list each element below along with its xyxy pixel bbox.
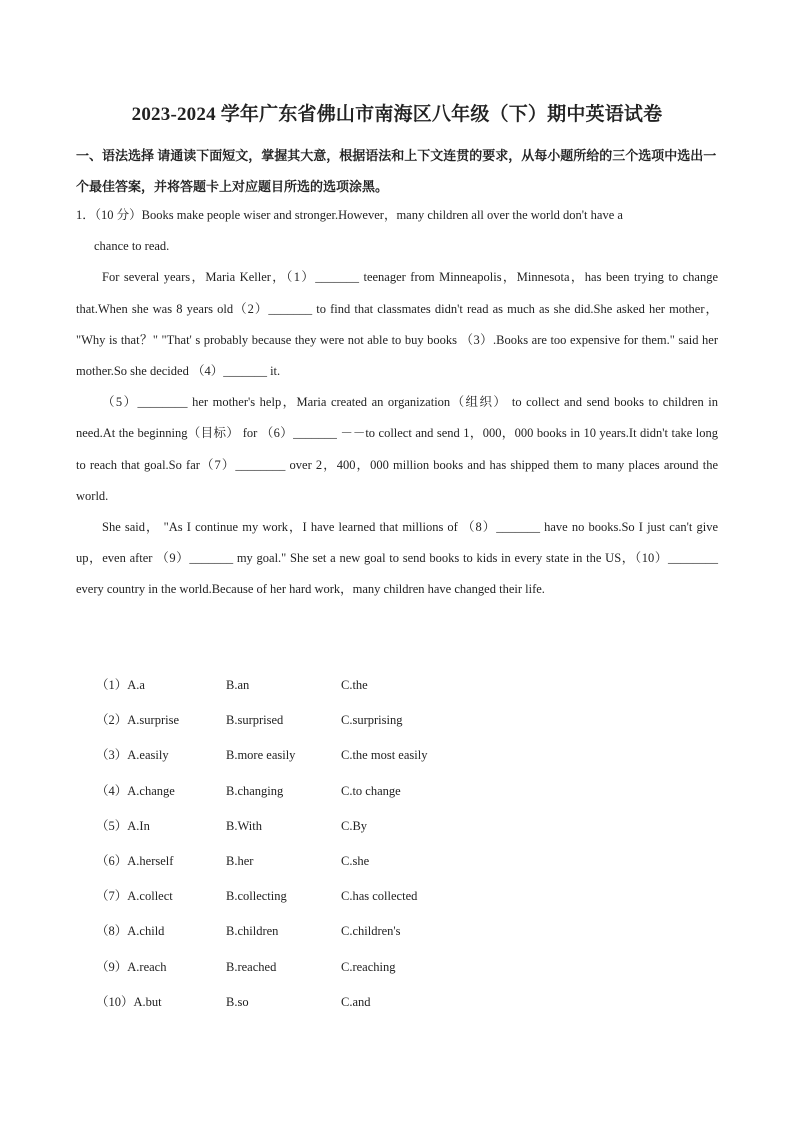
question-intro-line2: chance to read. [94,239,170,254]
option-c[interactable]: C.By [341,818,368,833]
passage-paragraph-2: （5）________ her mother's help，Maria created an organization（组织） to collect and send books to children in need.At the beginning（目标） for （6）_______ －－to collect and send 1，000，000 books in 10 years.It didn't take long to reach that goal.So far（7）________ over 2，400，000 million books and has shipped them to many places around the world. [76,395,718,503]
option-a[interactable] [96,846,226,876]
reading-passage [76,200,718,606]
option-a-text: A.but [133,994,162,1009]
option-b[interactable]: B.reached [226,959,277,974]
question-intro-line1: Books make people wiser and stronger.However，many children all over the world don't have a [141,208,623,222]
option-row [96,740,501,775]
option-c[interactable]: C.has collected [341,889,418,904]
option-number: （1） [96,678,128,692]
option-b[interactable]: B.her [226,853,254,868]
passage-paragraph-3: She said， "As I continue my work，I have learned that millions of （8）_______ have no books.So I just can't give up，even after （9）_______ my goal." She set a new goal to send books to kids in every state in the US，（10）________ every country in the world.Because of her hard work，many children have changed their life. [76,520,718,597]
option-row [96,811,501,846]
answer-options [96,670,501,1022]
option-a[interactable] [96,776,226,806]
option-b[interactable]: B.surprised [226,713,284,728]
option-a[interactable] [96,811,226,841]
passage-paragraph-1: For several years，Maria Keller，（1）_______ teenager from Minneapolis，Minnesota，has been trying to change that.When she was 8 years old（2）_______ to find that classmates didn't read as much as she did.She asked her mother， "Why is that？" "That' s probably because they were not able to buy books （3）.Books are too expensive for them." said her mother.So she decided （4）_______ it. [76,270,718,379]
option-b[interactable]: B.more easily [226,748,296,763]
option-number: （2） [96,713,128,728]
exam-title: 2023-2024 学年广东省佛山市南海区八年级（下）期中英语试卷 [131,104,663,125]
option-row [96,705,501,740]
option-b[interactable]: B.With [226,818,262,833]
option-a-text: A.change [127,783,175,798]
option-a-text: A.collect [127,889,173,904]
option-number: （10） [96,994,134,1009]
option-a-text: A.In [127,818,150,833]
option-a[interactable] [96,881,226,911]
option-row [96,881,501,916]
option-a-text: A.surprise [127,713,179,728]
option-row [96,670,501,705]
option-row [96,987,501,1022]
option-number: （8） [96,924,128,939]
option-b[interactable]: B.collecting [226,889,287,904]
option-b[interactable]: B.so [226,994,249,1009]
section-instructions: 一、语法选择 请通读下面短文，掌握其大意，根据语法和上下文连贯的要求，从每小题所给的三个选项中选出一个最佳答案，并将答题卡上对应题目所选的选项涂黑。 [76,148,717,194]
option-row [96,916,501,951]
option-row [96,776,501,811]
option-c[interactable]: C.children's [341,924,401,939]
option-number: （6） [96,853,128,868]
option-a-text: A.child [127,924,165,939]
option-b[interactable]: B.an [226,678,250,692]
option-row [96,846,501,881]
option-a[interactable] [96,740,226,770]
option-a-text: A.reach [127,959,167,974]
option-number: （9） [96,959,128,974]
option-b[interactable]: B.changing [226,783,284,798]
option-number: （5） [96,818,128,833]
option-c[interactable]: C.and [341,994,371,1009]
option-a-text: A.herself [127,853,174,868]
option-a[interactable] [96,916,226,946]
question-intro [76,200,718,262]
option-row [96,952,501,987]
option-number: （7） [96,889,128,904]
option-b[interactable]: B.children [226,924,279,939]
option-a[interactable] [96,987,226,1017]
option-a-text: A.a [127,678,145,692]
option-c[interactable]: C.to change [341,783,401,798]
option-number: （3） [96,748,128,763]
option-c[interactable]: C.the most easily [341,748,428,763]
option-c[interactable]: C.she [341,853,370,868]
option-number: （4） [96,783,128,798]
question-number: 1．（10 分） [76,208,142,222]
option-a[interactable] [96,670,226,700]
option-c[interactable]: C.the [341,678,368,692]
option-a-text: A.easily [127,748,169,763]
option-c[interactable]: C.reaching [341,959,396,974]
option-c[interactable]: C.surprising [341,713,403,728]
option-a[interactable] [96,952,226,982]
option-a[interactable] [96,705,226,735]
